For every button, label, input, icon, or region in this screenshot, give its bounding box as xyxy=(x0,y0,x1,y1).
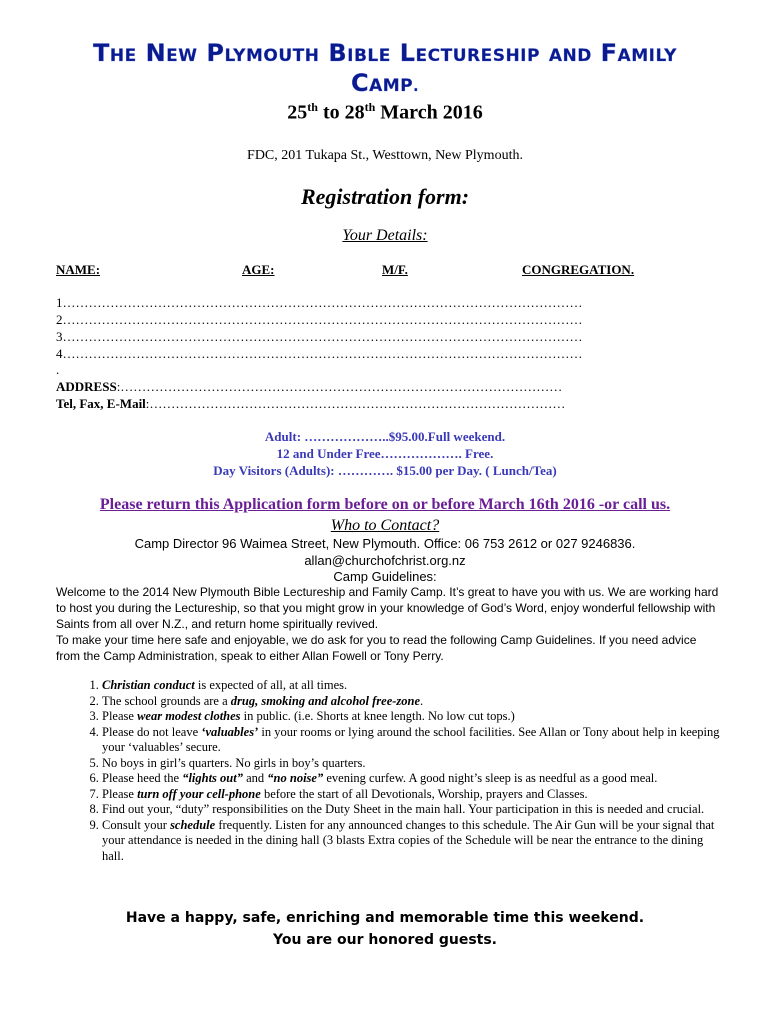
camp-guidelines-list xyxy=(56,678,720,864)
entry-line-2[interactable]: 2………………………………………………………………………………………………………… xyxy=(56,312,583,327)
address-line[interactable] xyxy=(56,379,666,395)
who-to-contact-heading: Who to Contact? xyxy=(330,517,440,534)
stray-dot: . xyxy=(56,362,60,377)
column-name: NAME: xyxy=(56,262,101,277)
entry-line-1[interactable]: 1………………………………………………………………………………………………………… xyxy=(56,295,583,310)
contact-email[interactable]: allan@churchofchrist.org.nz xyxy=(304,553,466,568)
guidelines-heading: Camp Guidelines: xyxy=(333,569,437,584)
event-title-line1: The New Plymouth Bible Lectureship and Family xyxy=(93,39,677,67)
address-label: ADDRESS xyxy=(56,379,117,394)
entry-line-3[interactable]: 3………………………………………………………………………………………………………… xyxy=(56,329,583,344)
guideline-item: 8. Find out your, “duty” responsibilities on the Duty Sheet in the main hall. Your participation in this is needed and crucial. xyxy=(102,802,720,818)
closing-line-2: You are our honored guests. xyxy=(272,932,498,948)
event-dates xyxy=(0,100,770,125)
start-day-suffix: th xyxy=(307,100,318,114)
fee-adult: Adult: ………………..$95.00.Full weekend. xyxy=(264,429,506,444)
guideline-item: 4. Please do not leave ‘valuables’ in your rooms or lying around the school facilities. See Allan or Tony about help in keeping your ‘valuables’ secure. xyxy=(102,725,720,756)
welcome-paragraph: Welcome to the 2014 New Plymouth Bible Lectureship and Family Camp. It’s great to have you with us. We are working hard to host you during the Lectureship, so that you might grow in your knowledge of God’s Word, enjoy wonderful fellowship with Saints from all over N.Z., and return home spiritually revived. xyxy=(56,585,719,631)
guideline-item: 3. Please wear modest clothes in public. (i.e. Shorts at knee length. No low cut tops.) xyxy=(102,709,720,725)
entry-line-4[interactable]: 4………………………………………………………………………………………………………… xyxy=(56,346,583,361)
event-title-camp: Camp xyxy=(351,69,414,97)
guideline-item: 6. Please heed the “lights out” and “no noise” evening curfew. A good night’s sleep is as needful as a good meal. xyxy=(102,771,720,787)
guideline-item: 9. Consult your schedule frequently. Listen for any announced changes to this schedule. The Air Gun will be your signal that your attendance is needed in the dining hall (3 blasts Extra copies of the Schedule will be near the entrance to the dining hall. xyxy=(102,818,720,865)
return-notice: Please return this Application form before on or before March 16th 2016 -or call us. xyxy=(99,496,671,513)
contact-label: Tel, Fax, E-Mail xyxy=(56,396,146,411)
guidelines-intro-paragraph: To make your time here safe and enjoyable, we do ask for you to read the following Camp Guidelines. If you need advice from the Camp Administration, speak to either Allan Fowell or Tony Perry. xyxy=(56,633,697,663)
camp-director-contact: Camp Director 96 Waimea Street, New Plymouth. Office: 06 753 2612 or 027 9246836. xyxy=(134,536,636,551)
your-details-heading: Your Details: xyxy=(342,227,428,244)
end-day-suffix: th xyxy=(364,100,376,114)
welcome-text xyxy=(56,584,720,664)
guideline-item: 5. No boys in girl’s quarters. No girls in boy’s quarters. xyxy=(102,756,720,772)
fee-day-visitors: Day Visitors (Adults): …………. $15.00 per Day. ( Lunch/Tea) xyxy=(213,463,557,478)
contact-dots: :…………………………………………………………………………………… xyxy=(145,396,566,411)
column-mf: M/F. xyxy=(382,262,408,277)
event-title-line2 xyxy=(30,68,740,102)
address-dots: :………………………………………………………………………………………… xyxy=(116,379,563,394)
month-year: March 2016 xyxy=(375,101,483,124)
column-congregation: CONGREGATION. xyxy=(522,262,635,277)
event-title-dot: . xyxy=(413,79,419,95)
fee-under-12: 12 and Under Free………………. Free. xyxy=(276,446,494,461)
guideline-item: 1. Christian conduct is expected of all, at all times. xyxy=(102,678,720,694)
start-day: 25 xyxy=(287,101,308,124)
guideline-item: 2. The school grounds are a drug, smoking and alcohol free-zone. xyxy=(102,694,720,710)
dates-to: to xyxy=(317,101,345,124)
column-age: AGE: xyxy=(242,262,275,277)
venue-address: FDC, 201 Tukapa St., Westtown, New Plymouth. xyxy=(247,148,523,163)
form-title: Registration form: xyxy=(300,184,470,209)
closing-line-1: Have a happy, safe, enriching and memorable time this weekend. xyxy=(125,910,645,926)
end-day: 28 xyxy=(344,101,365,124)
guideline-item: 7. Please turn off your cell-phone before the start of all Devotionals, Worship, prayers and Classes. xyxy=(102,787,720,803)
contact-line[interactable] xyxy=(56,396,666,412)
